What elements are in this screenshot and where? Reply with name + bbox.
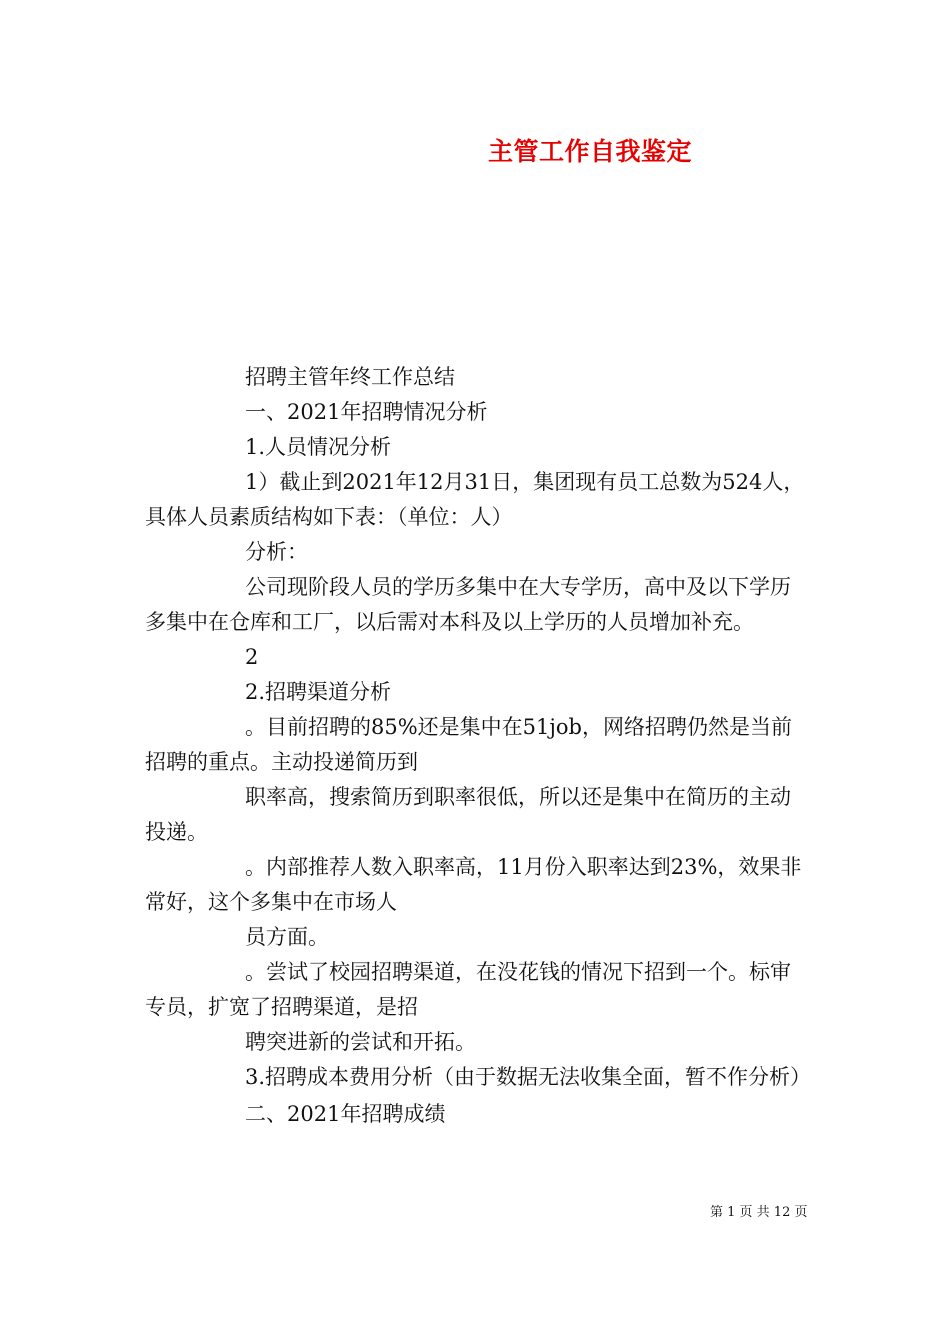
document-body [145, 360, 810, 1132]
paragraph-section-1: 一、2021年招聘情况分析 [245, 400, 488, 424]
paragraph-staff-total: 1）截止到2021年12月31日，集团现有员工总数为524人，具体人员素质结构如下表：（单位：人） [145, 470, 805, 529]
paragraph-analysis-label: 分析： [245, 540, 308, 564]
paragraph-channel-referral: 。内部推荐人数入职率高，11月份入职率达到23%，效果非常好，这个多集中在市场人 [145, 855, 802, 914]
paragraph-channel-online: 。目前招聘的85%还是集中在51job，网络招聘仍然是当前招聘的重点。主动投递简历到 [145, 715, 792, 774]
paragraph-heading: 招聘主管年终工作总结 [245, 365, 455, 389]
paragraph-subsection-1: 1.人员情况分析 [245, 435, 392, 459]
document-title: 主管工作自我鉴定 [488, 137, 693, 166]
paragraph-channel-online-cont: 职率高，搜索简历到职率很低，所以还是集中在简历的主动投递。 [145, 785, 791, 844]
paragraph-channel-campus: 。尝试了校园招聘渠道，在没花钱的情况下招到一个。标审专员，扩宽了招聘渠道，是招 [145, 960, 791, 1019]
paragraph-channel-campus-cont: 聘突进新的尝试和开拓。 [245, 1030, 476, 1054]
paragraph-subsection-3: 3.招聘成本费用分析（由于数据无法收集全面，暂不作分析） [245, 1065, 812, 1089]
paragraph-channel-referral-cont: 员方面。 [245, 925, 329, 949]
paragraph-education-analysis: 公司现阶段人员的学历多集中在大专学历，高中及以下学历多集中在仓库和工厂，以后需对本科及以上学历的人员增加补充。 [145, 575, 791, 634]
paragraph-subsection-2: 2.招聘渠道分析 [245, 680, 392, 704]
page-footer: 第 1 页 共 12 页 [710, 1205, 808, 1220]
paragraph-section-2: 二、2021年招聘成绩 [245, 1102, 446, 1126]
paragraph-number-2: 2 [245, 645, 259, 669]
